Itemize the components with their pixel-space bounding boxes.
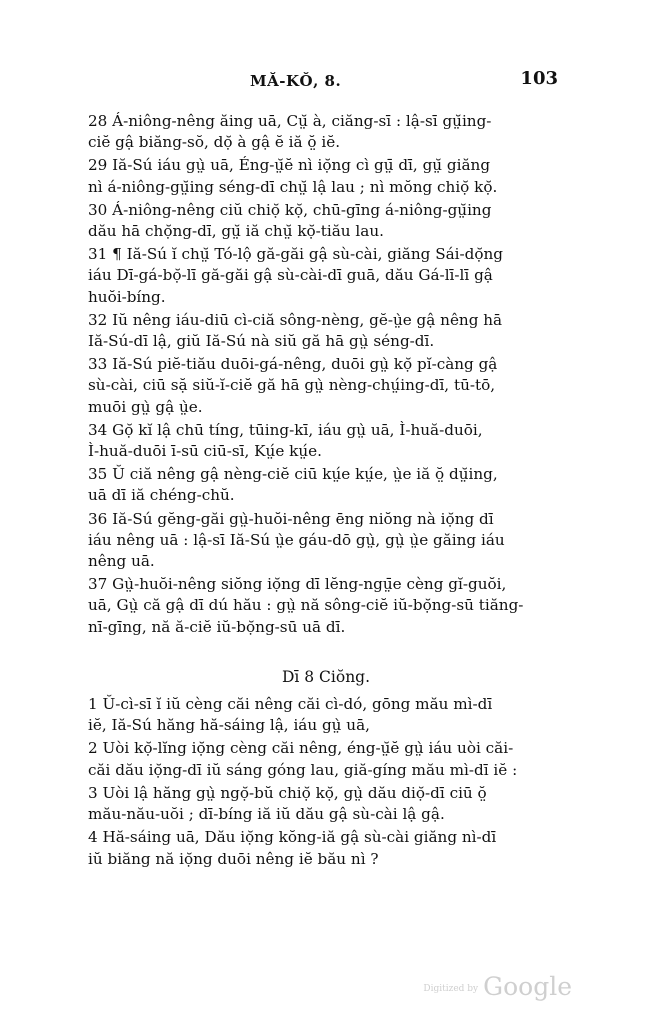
verse-line: 29 Iă-Sú iáu gṳ̀ uā, Éng-ṳ̆ĕ nì iọ̆ng cì gṳ̄ dī, gṳ̆ giăng [88, 156, 491, 175]
verse-line: dău hā chọ̆ng-dī, gṳ̆ iă chṳ̆ kọ̆-tiău lau. [88, 222, 384, 241]
verse-line: 36 Iă-Sú gĕng-găi gṳ̀-huŏi-nêng ēng niŏng nà iọ̆ng dī [88, 509, 494, 528]
verse-line: căi dău iọ̆ng-dī iŭ sáng góng lau, giă-gíng mău mì-dī iĕ : [88, 760, 518, 779]
verse-line: 32 Iŭ nêng iáu-diū cì-ciă sông-nèng, gĕ-ṳ̀e gậ nêng hā [88, 310, 503, 329]
verse-line: huŏi-bíng. [88, 287, 166, 306]
verse-line: 37 Gṳ̀-huŏi-nêng siŏng iọ̆ng dī lĕng-ngṳ̄e cèng gĭ-guŏi, [88, 575, 507, 594]
verse-33 [88, 354, 564, 418]
verse-line: Ì-huă-duōi ī-sū ciū-sī, Kṳ́e kṳ́e. [88, 442, 322, 461]
verse-29 [88, 155, 564, 197]
verse-line: 4 Hă-sáing uā, Dău iọ̆ng kŏng-iă gậ sù-cài giăng nì-dī [88, 828, 497, 847]
verse-32 [88, 310, 564, 352]
page-content [88, 111, 564, 870]
watermark-label: Digitized by [423, 984, 479, 994]
verse-line: nī-gīng, nă ă-ciĕ iŭ-bọ̆ng-sū uā dī. [88, 617, 346, 636]
chapter-verse-1 [88, 694, 564, 736]
verse-line: uā dī iă chéng-chŭ. [88, 486, 235, 505]
verse-line: nì á-niông-gṳ̆ing séng-dī chṳ̆ lậ lau ; nì mŏng chiọ̆ kọ̆. [88, 177, 498, 196]
verse-line: Iă-Sú-dī lậ, giŭ Iă-Sú nà siŭ gă hā gṳ̀ séng-dī. [88, 332, 435, 351]
verse-line: sù-cài, ciū sặ siŭ-ĭ-ciĕ gă hā gṳ̀ nèng-chṳ́ing-dī, tū-tō, [88, 376, 496, 395]
page-number: 103 [520, 68, 558, 89]
verse-line: 28 Á-niông-nêng ăing uā, Cṳ̆ à, ciăng-sī : lậ-sī gṳ̆ing- [88, 112, 492, 130]
verse-line: 2 Uòi kọ̆-lĭng iọ̆ng cèng căi nêng, éng-ṳ̆ĕ gṳ̀ iáu uòi căi- [88, 739, 514, 758]
verse-line: uā, Gṳ̀ că gậ dī dú hău : gṳ̀ nă sông-ciĕ iŭ-bọ̆ng-sū tiăng- [88, 596, 524, 615]
verse-line: 1 Ŭ-cì-sī ĭ iŭ cèng căi nêng căi cì-dó, gōng mău mì-dī [88, 695, 493, 714]
watermark-logo-text: Google [483, 972, 572, 1001]
verse-line: iŭ biăng nă iọ̆ng duōi nêng iĕ bău nì ? [88, 849, 379, 868]
verse-line: iáu nêng uā : lậ-sī Iă-Sú ṳ̀e gáu-dō gṳ̀, gṳ̀ ṳ̀e găing iáu [88, 530, 505, 549]
verse-28 [88, 111, 564, 153]
chapter-verse-2 [88, 738, 564, 780]
chapter-title: Dī 8 Ciŏng. [281, 667, 371, 686]
verse-line: 30 Á-niông-nêng ciŭ chiọ̆ kọ̆, chū-gīng á-niông-gṳ̆ing [88, 200, 492, 219]
verse-35 [88, 464, 564, 506]
verse-line: iĕ, Iă-Sú hăng hă-sáing lậ, iáu gṳ̀ uā, [88, 716, 370, 735]
watermark [423, 974, 572, 999]
verse-line: mău-nău-uŏi ; dī-bíng iă iŭ dău gậ sù-cài lậ gậ. [88, 805, 445, 824]
verse-line: muōi gṳ̀ gậ ṳ̀e. [88, 397, 203, 416]
chapter-verse-4 [88, 827, 564, 869]
verse-line: 31 ¶ Iă-Sú ĭ chṳ̆ Tó-lộ gă-găi gậ sù-cài, giăng Sái-dọ̆ng [88, 245, 504, 264]
verse-line: ciĕ gậ biăng-sŏ, dọ̆ à gậ ĕ iă ŏ̤ iĕ. [88, 133, 341, 152]
verse-30 [88, 200, 564, 242]
verse-31 [88, 244, 564, 308]
verse-line: iáu Dī-gá-bọ̆-lī gă-găi gậ sù-cài-dī guā, dău Gá-lī-lī gậ [88, 266, 493, 285]
verse-line: 35 Ŭ ciă nêng gậ nèng-ciĕ ciū kṳ́e kṳ́e, ṳ̀e iă ŏ̤ dṳ̆ing, [88, 465, 498, 484]
chapter-verse-3 [88, 783, 564, 825]
running-head: MĂ-KŎ, 8. [250, 72, 342, 90]
verse-line: nêng uā. [88, 552, 155, 571]
verse-line: 3 Uòi lậ hăng gṳ̀ ngọ̆-bŭ chiọ̆ kọ̆, gṳ̀ dău diọ̆-dī ciū ŏ̤ [88, 783, 487, 802]
verse-line: 34 Gọ̆ kĭ lậ chū tíng, tūing-kī, iáu gṳ̀ uā, Ì-huă-duōi, [88, 420, 483, 439]
verse-36 [88, 509, 564, 573]
verse-34 [88, 420, 564, 462]
verse-37 [88, 574, 564, 638]
verse-line: 33 Iă-Sú piĕ-tiău duōi-gá-nêng, duōi gṳ̀ kọ̆ pĭ-càng gậ [88, 355, 498, 374]
